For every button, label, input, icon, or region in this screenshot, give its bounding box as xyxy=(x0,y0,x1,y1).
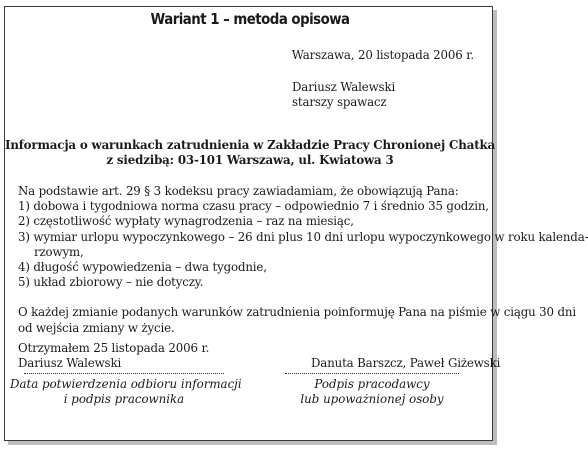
recipient-position: starszy spawacz xyxy=(292,95,387,109)
place-date: Warszawa, 20 listopada 2006 r. xyxy=(291,48,474,62)
employee-signature-line xyxy=(24,373,224,374)
employee-caption-line-2: i podpis pracownika xyxy=(63,392,185,406)
notice-paragraph-line-2: od wejścia zmiany w życie. xyxy=(18,320,175,335)
employee-caption-line-1: Data potwierdzenia odbioru informacji xyxy=(10,377,242,391)
document-title: Wariant 1 – metoda opisowa xyxy=(150,10,350,28)
employer-caption-line-1: Podpis pracodawcy xyxy=(314,377,430,391)
list-item-3-continuation: rzowym, xyxy=(34,244,84,259)
notice-paragraph-line-1: O każdej zmianie podanych warunków zatrudnienia poinformuję Pana na piśmie w ciągu 30 dni xyxy=(18,305,576,320)
employer-signature-line xyxy=(285,373,459,374)
employer-caption-line-2: lub upoważnionej osoby xyxy=(300,392,444,406)
heading-line-1: Informacja o warunkach zatrudnienia w Zakładzie Pracy Chronionej Chatka xyxy=(4,138,496,152)
heading-line-2: z siedzibą: 03-101 Warszawa, ul. Kwiatowa 3 xyxy=(106,153,394,167)
list-item-4: 4) długość wypowiedzenia – dwa tygodnie, xyxy=(18,260,267,275)
list-item-5: 5) układ zbiorowy – nie dotyczy. xyxy=(18,275,204,290)
body-intro: Na podstawie art. 29 § 3 kodeksu pracy zawiadamiam, że obowiązują Pana: xyxy=(18,184,459,198)
list-item-2: 2) częstotliwość wypłaty wynagrodzenia – raz na miesiąc, xyxy=(18,214,354,229)
list-item-3: 3) wymiar urlopu wypoczynkowego – 26 dni plus 10 dni urlopu wypoczynkowego w roku kalenda- xyxy=(18,229,588,244)
employee-name: Dariusz Walewski xyxy=(18,356,122,370)
employer-names: Danuta Barszcz, Paweł Giżewski xyxy=(311,356,501,370)
document-body xyxy=(18,184,588,336)
list-item-1: 1) dobowa i tygodniowa norma czasu pracy – odpowiednio 7 i średnio 35 godzin, xyxy=(18,199,489,214)
recipient-name: Dariusz Walewski xyxy=(292,80,396,94)
received-date: Otrzymałem 25 listopada 2006 r. xyxy=(18,341,210,355)
